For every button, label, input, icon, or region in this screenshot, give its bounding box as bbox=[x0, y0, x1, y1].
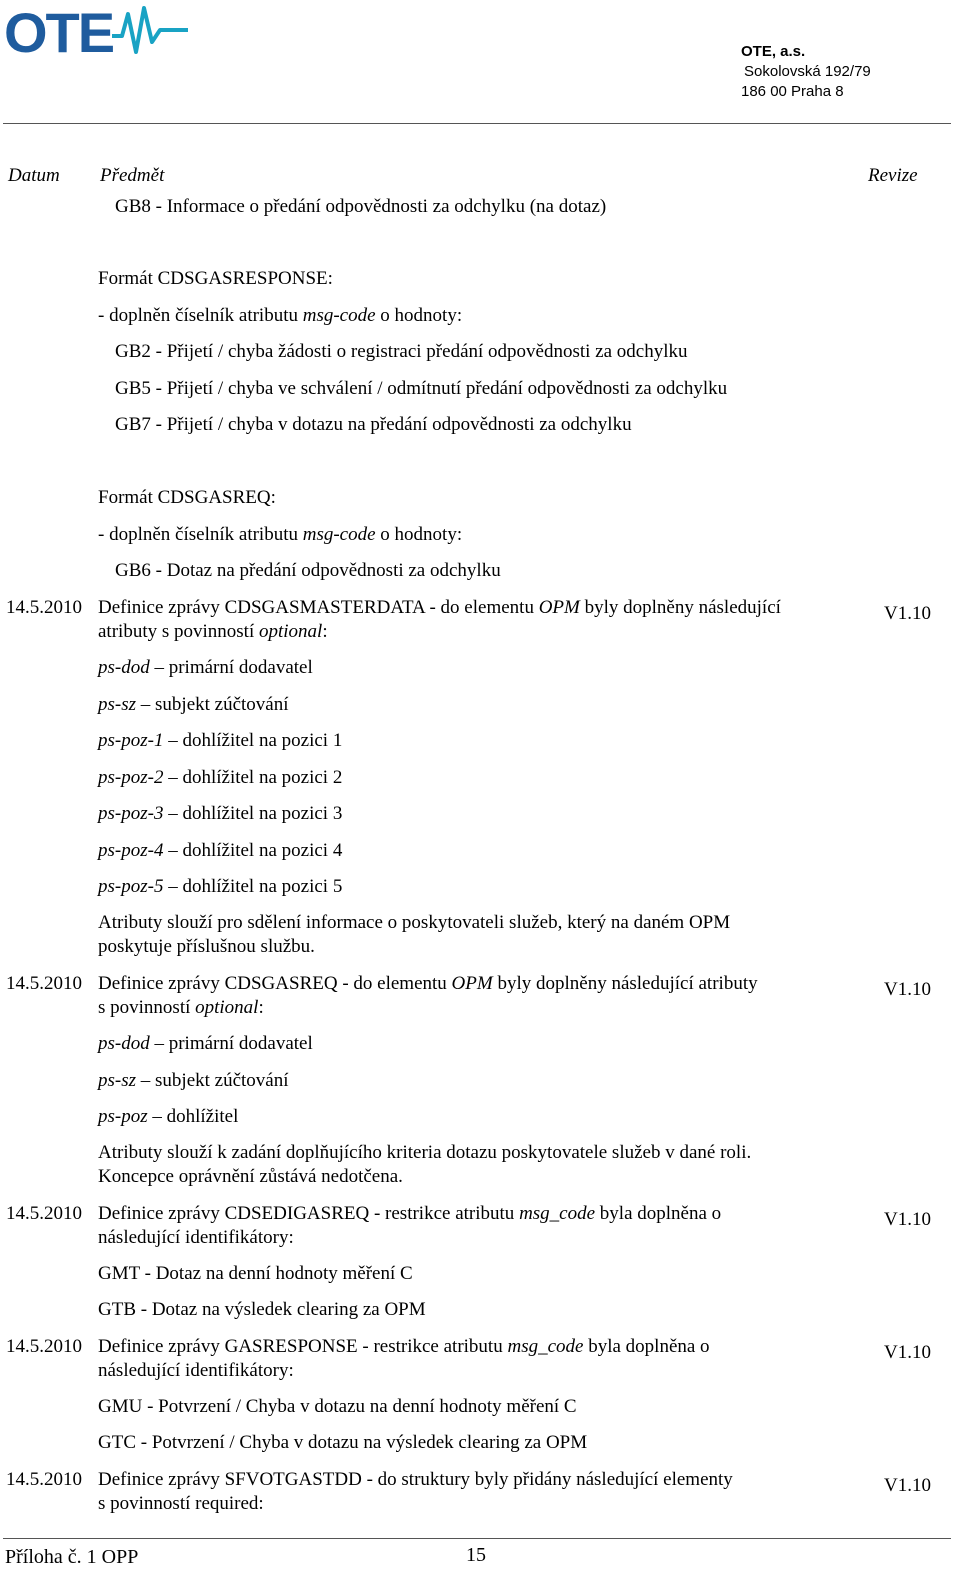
entry1-line1: Definice zprávy CDSGASMASTERDATA - do elementu OPM byly doplněny následující bbox=[98, 597, 781, 618]
entry3-line2: následující identifikátory: bbox=[98, 1227, 294, 1248]
column-subject: Předmět bbox=[100, 165, 165, 186]
entry1-attr: ps-poz-4 – dohlížitel na pozici 4 bbox=[98, 840, 343, 861]
entry4-line2: následující identifikátory: bbox=[98, 1360, 294, 1381]
format-cdsgasreq-desc: - doplněn číselník atributu msg-code o hodnoty: bbox=[98, 524, 463, 545]
entry2-attr: ps-dod – primární dodavatel bbox=[98, 1033, 313, 1054]
column-revision: Revize bbox=[868, 165, 918, 186]
column-date: Datum bbox=[8, 165, 60, 186]
entry1-attr: ps-poz-3 – dohlížitel na pozici 3 bbox=[98, 803, 343, 824]
code-gb7: GB7 - Přijetí / chyba v dotazu na předání odpovědnosti za odchylku bbox=[115, 414, 632, 435]
entry1-version: V1.10 bbox=[884, 603, 931, 624]
format-cdsgasreq-title: Formát CDSGASREQ: bbox=[98, 487, 276, 508]
company-city: 186 00 Praha 8 bbox=[741, 83, 844, 100]
header-divider bbox=[3, 123, 951, 124]
logo-text: OTE bbox=[4, 2, 114, 60]
entry1-attr: ps-dod – primární dodavatel bbox=[98, 657, 313, 678]
entry1-line2: atributy s povinností optional: bbox=[98, 621, 328, 642]
entry2-note-line1: Atributy slouží k zadání doplňujícího kriteria dotazu poskytovatele služeb v dané roli. bbox=[98, 1142, 752, 1163]
entry3-version: V1.10 bbox=[884, 1209, 931, 1230]
entry3-item: GTB - Dotaz na výsledek clearing za OPM bbox=[98, 1299, 426, 1320]
logo-pulse-icon bbox=[112, 8, 188, 52]
entry5-version: V1.10 bbox=[884, 1475, 931, 1496]
code-gb6: GB6 - Dotaz na předání odpovědnosti za odchylku bbox=[115, 560, 501, 581]
entry2-line1: Definice zprávy CDSGASREQ - do elementu OPM byly doplněny následující atributy bbox=[98, 973, 758, 994]
entry2-note-line2: Koncepce oprávnění zůstává nedotčena. bbox=[98, 1166, 403, 1187]
code-gb2: GB2 - Přijetí / chyba žádosti o registraci předání odpovědnosti za odchylku bbox=[115, 341, 688, 362]
format-cdsgasresponse-title: Formát CDSGASRESPONSE: bbox=[98, 268, 333, 289]
entry4-item: GTC - Potvrzení / Chyba v dotazu na výsledek clearing za OPM bbox=[98, 1432, 588, 1453]
company-address bbox=[741, 42, 871, 102]
entry3-item: GMT - Dotaz na denní hodnoty měření C bbox=[98, 1263, 413, 1284]
entry5-line1: Definice zprávy SFVOTGASTDD - do struktury byly přidány následující elementy bbox=[98, 1469, 733, 1490]
entry4-item: GMU - Potvrzení / Chyba v dotazu na denní hodnoty měření C bbox=[98, 1396, 577, 1417]
msg-code-term: msg-code bbox=[302, 305, 376, 326]
code-gb8: GB8 - Informace o předání odpovědnosti za odchylku (na dotaz) bbox=[115, 196, 607, 217]
footer-divider bbox=[3, 1538, 951, 1539]
footer-attachment: Příloha č. 1 OPP bbox=[5, 1546, 139, 1568]
entry4-version: V1.10 bbox=[884, 1342, 931, 1363]
entry2-attr: ps-sz – subjekt zúčtování bbox=[98, 1070, 289, 1091]
entry5-date: 14.5.2010 bbox=[6, 1469, 82, 1490]
entry1-attr: ps-sz – subjekt zúčtování bbox=[98, 694, 289, 715]
company-name: OTE, a.s. bbox=[741, 43, 806, 60]
msg-code-term: msg-code bbox=[302, 524, 376, 545]
entry5-line2: s povinností required: bbox=[98, 1493, 264, 1514]
entry2-attr: ps-poz – dohlížitel bbox=[98, 1106, 239, 1127]
entry1-note-line2: poskytuje příslušnou službu. bbox=[98, 936, 315, 957]
entry1-note-line1: Atributy slouží pro sdělení informace o poskytovateli služeb, který na daném OPM bbox=[98, 912, 731, 933]
entry2-date: 14.5.2010 bbox=[6, 973, 82, 994]
entry3-line1: Definice zprávy CDSEDIGASREQ - restrikce atributu msg_code byla doplněna o bbox=[98, 1203, 722, 1224]
entry3-date: 14.5.2010 bbox=[6, 1203, 82, 1224]
entry1-attr: ps-poz-1 – dohlížitel na pozici 1 bbox=[98, 730, 343, 751]
entry1-attr: ps-poz-5 – dohlížitel na pozici 5 bbox=[98, 876, 343, 897]
page-number: 15 bbox=[466, 1544, 486, 1566]
entry1-date: 14.5.2010 bbox=[6, 597, 82, 618]
entry1-attr: ps-poz-2 – dohlížitel na pozici 2 bbox=[98, 767, 343, 788]
entry2-version: V1.10 bbox=[884, 979, 931, 1000]
format-cdsgasresponse-desc: - doplněn číselník atributu msg-code o hodnoty: bbox=[98, 305, 463, 326]
entry4-date: 14.5.2010 bbox=[6, 1336, 82, 1357]
code-gb5: GB5 - Přijetí / chyba ve schválení / odmítnutí předání odpovědnosti za odchylku bbox=[115, 378, 728, 399]
entry4-line1: Definice zprávy GASRESPONSE - restrikce atributu msg_code byla doplněna o bbox=[98, 1336, 710, 1357]
entry2-line2: s povinností optional: bbox=[98, 997, 264, 1018]
company-street: Sokolovská 192/79 bbox=[744, 63, 871, 80]
ote-logo bbox=[4, 2, 188, 60]
